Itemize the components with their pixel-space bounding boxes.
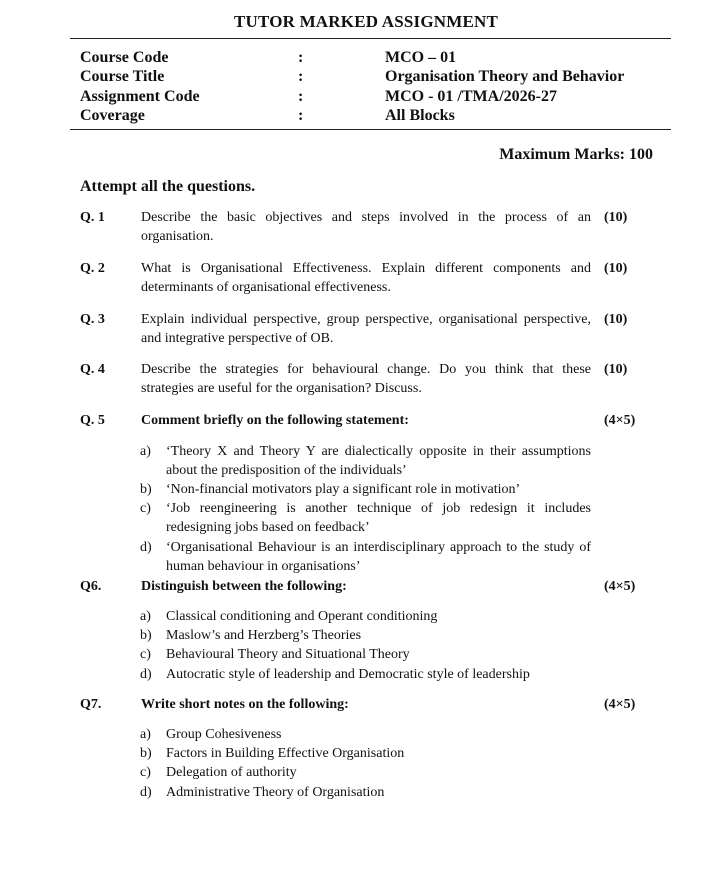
sub-item-text: Autocratic style of leadership and Democratic style of leadership <box>166 667 530 682</box>
meta-label: Course Code <box>80 49 169 66</box>
instruction: Attempt all the questions. <box>80 178 256 195</box>
meta-value: MCO – 01 <box>385 49 457 66</box>
question-marks: (10) <box>604 210 628 225</box>
meta-value: Organisation Theory and Behavior <box>385 68 625 85</box>
meta-label: Coverage <box>80 107 145 124</box>
meta-colon: : <box>298 107 304 124</box>
meta-label: Assignment Code <box>80 88 200 105</box>
sub-item-text: Delegation of authority <box>166 765 297 780</box>
question-number: Q. 3 <box>80 312 105 327</box>
question-marks: (10) <box>604 312 628 327</box>
question-marks: (4×5) <box>604 579 636 594</box>
sub-item-text: Behavioural Theory and Situational Theory <box>166 647 410 662</box>
question-text: Explain individual perspective, group perspective, organisational perspective, and integrative perspective of OB. <box>141 312 591 346</box>
maximum-marks: Maximum Marks: 100 <box>499 146 653 163</box>
meta-colon: : <box>298 49 304 66</box>
sub-item-letter: c) <box>140 647 151 662</box>
question-marks: (10) <box>604 362 628 377</box>
question-number: Q. 2 <box>80 261 105 276</box>
sub-item-letter: c) <box>140 765 151 780</box>
meta-colon: : <box>298 68 304 85</box>
meta-value: All Blocks <box>385 107 455 124</box>
question-number: Q6. <box>80 579 102 594</box>
sub-item-letter: d) <box>140 785 152 800</box>
meta-row-course-title <box>80 68 680 88</box>
sub-item-text: ‘Job reengineering is another technique of job redesign it includes redesigning jobs based on feedback’ <box>166 501 591 535</box>
sub-item-text: Administrative Theory of Organisation <box>166 785 385 800</box>
sub-item-text: ‘Non-financial motivators play a significant role in motivation’ <box>166 482 521 497</box>
sub-item-text: Maslow’s and Herzberg’s Theories <box>166 628 362 643</box>
meta-row-coverage <box>80 107 680 127</box>
sub-item-letter: b) <box>140 482 152 497</box>
meta-value: MCO - 01 /TMA/2026-27 <box>385 88 557 105</box>
question-number: Q7. <box>80 697 102 712</box>
sub-item-letter: a) <box>140 609 151 624</box>
top-divider <box>70 38 671 39</box>
question-number: Q. 5 <box>80 413 105 428</box>
meta-row-assignment-code <box>80 88 680 108</box>
question-text: Write short notes on the following: <box>141 697 349 712</box>
document-title: TUTOR MARKED ASSIGNMENT <box>233 12 499 31</box>
meta-label: Course Title <box>80 68 165 85</box>
sub-item-text: Factors in Building Effective Organisation <box>166 746 405 761</box>
sub-item-text: Classical conditioning and Operant conditioning <box>166 609 438 624</box>
sub-item-letter: b) <box>140 628 152 643</box>
sub-item-text: ‘Organisational Behaviour is an interdisciplinary approach to the study of human behaviour in organisations’ <box>166 540 591 574</box>
bottom-divider <box>70 129 671 130</box>
question-number: Q. 1 <box>80 210 105 225</box>
sub-item-letter: a) <box>140 444 151 459</box>
sub-item-letter: d) <box>140 540 152 555</box>
meta-row-course-code <box>80 49 680 69</box>
sub-item-letter: d) <box>140 667 152 682</box>
question-text: Comment briefly on the following statement: <box>141 413 409 428</box>
sub-item-letter: c) <box>140 501 151 516</box>
question-text: What is Organisational Effectiveness. Explain different components and determinants of organisational effectiveness. <box>141 261 591 295</box>
question-number: Q. 4 <box>80 362 105 377</box>
sub-item-text: ‘Theory X and Theory Y are dialectically opposite in their assumptions about the predisposition of the individuals’ <box>166 444 591 478</box>
meta-colon: : <box>298 88 304 105</box>
sub-item-text: Group Cohesiveness <box>166 727 282 742</box>
sub-item-letter: a) <box>140 727 151 742</box>
question-marks: (4×5) <box>604 697 636 712</box>
question-text: Describe the basic objectives and steps involved in the process of an organisation. <box>141 210 591 244</box>
question-marks: (10) <box>604 261 628 276</box>
question-marks: (4×5) <box>604 413 636 428</box>
question-text: Describe the strategies for behavioural change. Do you think that these strategies are useful for the organisation? Discuss. <box>141 362 591 396</box>
question-text: Distinguish between the following: <box>141 579 347 594</box>
sub-item-letter: b) <box>140 746 152 761</box>
